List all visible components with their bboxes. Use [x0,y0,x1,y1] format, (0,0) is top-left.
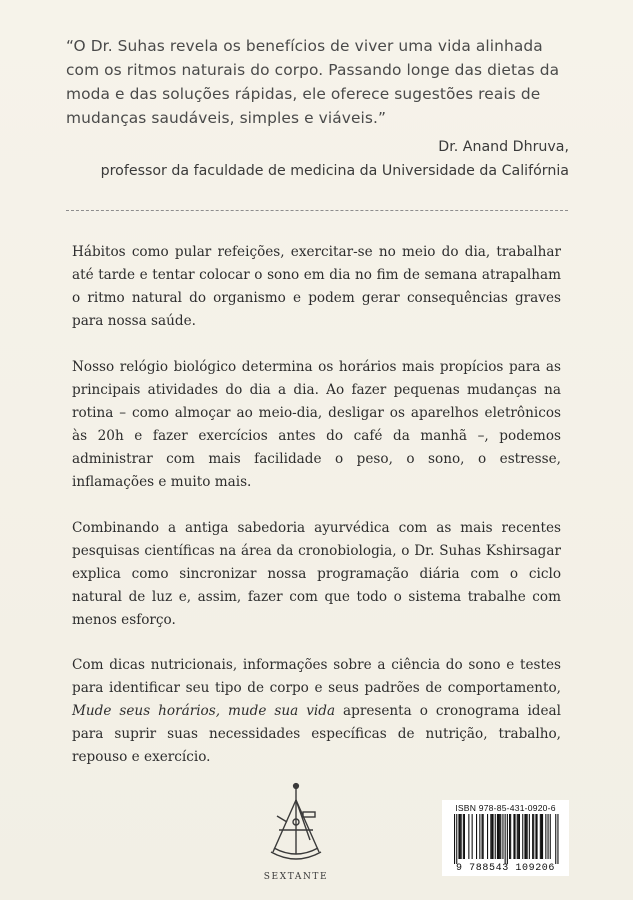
barcode-bar [533,814,534,859]
barcode-bar [526,814,527,859]
synopsis-paragraph-2: Nosso relógio biológico determina os horários mais propícios para as principais atividades do dia a dia. Ao fazer pequenas mudanças na rotina – como almoçar ao meio-dia, desligar os aparelhos eletrônicos às 20h e fazer exercícios antes do café da manhã –, podemos administrar com mais facilidade o peso, o sono, o estresse, inflamações e muito mais. [72,359,561,490]
synopsis-paragraph-3: Combinando a antiga sabedoria ayurvédica com as mais recentes pesquisas científicas na área da cronobiologia, o Dr. Suhas Kshirsagar explica como sincronizar nossa programação diária com o ciclo natural de luz e, assim, fazer com que todo o sistema trabalhe com menos esforço. [72,520,561,628]
isbn-label: ISBN 978-85-431-0920-6 [455,803,556,813]
barcode-bar [460,814,461,859]
barcode-bar [497,814,498,859]
dashed-divider [66,210,568,211]
barcode-bar [456,814,457,864]
barcode-bar [499,814,500,859]
quote-line: com os ritmos naturais do corpo. Passando longe das dietas da [66,61,560,79]
barcode-bar [507,814,508,864]
barcode-bar [550,814,551,859]
barcode-bar [548,814,549,859]
book-title: Mude seus horários, mude sua vida [72,703,336,719]
synopsis-paragraph-1: Hábitos como pular refeições, exercitar-se no meio do dia, trabalhar até tarde e tentar colocar o sono em dia no fim de semana atrapalham o ritmo natural do organismo e podem gerar consequências graves para nossa saúde. [72,244,561,329]
sextant-icon [265,782,327,870]
synopsis-text: Com dicas nutricionais, informações sobre a ciência do sono e testes para identificar seu tipo de corpo e seus padrões de comportamento, [72,657,561,696]
quote-line: mudanças saudáveis, simples e viáveis.” [66,109,387,127]
barcode-bar [557,814,558,864]
quote-line: moda e das soluções rápidas, ele oferece sugestões reais de [66,85,541,103]
barcode-bar [472,814,473,859]
barcode-bar [483,814,484,859]
barcode-bars [447,814,564,864]
barcode-bar [518,814,519,859]
barcode-bar [540,814,541,859]
barcode-bar [519,814,520,859]
barcode-bar [509,814,510,859]
barcode-bar [468,814,469,859]
barcode-bar [464,814,465,859]
barcode-bar [529,814,530,859]
barcode-bar [463,814,464,859]
barcode-bar [542,814,543,859]
barcode-bar [498,814,499,859]
synopsis [72,241,561,792]
publisher-logo [256,782,336,887]
barcode-bar [500,814,501,859]
barcode-bar [476,814,477,859]
barcode-bar [510,814,511,859]
quote-line: “O Dr. Suhas revela os benefícios de viver uma vida alinhada [66,37,543,55]
barcode-bar [502,814,503,859]
barcode-bar [524,814,525,859]
barcode-bar [532,814,533,859]
barcode-bar [493,814,494,859]
barcode-bar [555,814,556,864]
barcode-bar [479,814,480,859]
barcode-bar [505,814,506,864]
endorsement-quote [66,34,566,130]
barcode-bar [541,814,542,859]
barcode-bar [454,814,455,864]
barcode-bar [517,814,518,859]
barcode-bar [491,814,492,859]
barcode-bar [487,814,488,859]
synopsis-paragraph-4 [72,654,561,769]
quote-author: Dr. Anand Dhruva, [438,139,569,155]
publisher-name: SEXTANTE [263,872,329,882]
barcode-bar [527,814,528,859]
barcode-digits: 9 788543 109206 [455,863,555,874]
isbn-barcode [442,800,569,876]
barcode-bar [522,814,523,859]
barcode-bar [461,814,462,859]
barcode-bar [482,814,483,859]
barcode-bar [495,814,496,859]
barcode-bar [535,814,536,859]
barcode-bar [513,814,514,859]
barcode-bar [545,814,546,859]
barcode-bar [537,814,538,859]
synopsis-text: apresenta o cronograma ideal para suprir suas necessidades específicas de nutrição, trabalho, repouso e exercício. [72,703,561,765]
quote-attribution [101,135,569,183]
quote-author-title: professor da faculdade de medicina da Universidade da Califórnia [100,163,569,179]
barcode-bar [515,814,516,859]
barcode-bar [458,814,459,859]
barcode-bar [490,814,491,859]
